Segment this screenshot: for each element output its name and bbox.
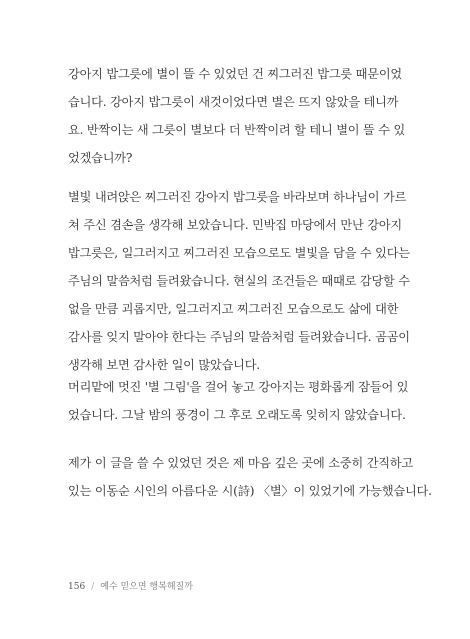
text-line: 밥그릇은, 일그러지고 찌그러진 모습으로도 별빛을 담을 수 있다는	[68, 246, 410, 260]
text-line: 었겠습니까?	[68, 151, 133, 165]
text-line: 습니다. 강아지 밥그릇이 새것이었다면 별은 뜨지 않았을 테니까	[68, 95, 399, 109]
paragraph-4	[68, 449, 432, 505]
text-line: 생각해 보면 감사한 일이 많았습니다.	[68, 358, 260, 372]
paragraph-2	[68, 183, 408, 379]
text-line: 주님의 말씀처럼 들려왔습니다. 현실의 조건들은 때때로 감당할 수	[68, 274, 410, 288]
text-line: 감사를 잊지 말아야 한다는 주님의 말씀처럼 들려왔습니다. 곰곰이	[68, 330, 410, 344]
text-line: 없을 만큼 괴롭지만, 일그러지고 찌그러진 모습으로도 삶에 대한	[68, 302, 399, 316]
text-line: 있는 이동순 시인의 아름다운 시(詩) 〈별〉이 있었기에 가능했습니다.	[68, 484, 432, 498]
text-line: 요. 반짝이는 새 그릇이 별보다 더 반짝이려 할 테니 별이 뜰 수 있	[68, 123, 406, 137]
paragraph-3	[68, 373, 408, 429]
text-line: 별빛 내려앉은 찌그러진 강아지 밥그릇을 바라보며 하나님이 가르	[68, 190, 407, 204]
text-line: 었습니다. 그날 밤의 풍경이 그 후로 오래도록 잊히지 않았습니다.	[68, 408, 406, 422]
text-line: 강아지 밥그릇에 별이 뜰 수 있었던 건 찌그러진 밥그릇 때문이었	[68, 67, 402, 81]
footer-separator: /	[91, 582, 95, 592]
text-line: 쳐 주신 겸손을 생각해 보았습니다. 민박집 마당에서 만난 강아지	[68, 218, 402, 232]
text-line: 제가 이 글을 쓸 수 있었던 것은 제 마음 깊은 곳에 소중히 간직하고	[68, 456, 413, 470]
book-title: 예수 믿으면 행복해질까	[100, 582, 193, 592]
paragraph-1	[68, 60, 408, 172]
page-number: 156	[68, 582, 86, 592]
text-line: 머리맡에 멋진 '별 그림'을 걸어 놓고 강아지는 평화롭게 잠들어 있	[68, 380, 409, 394]
page-footer	[68, 580, 193, 594]
